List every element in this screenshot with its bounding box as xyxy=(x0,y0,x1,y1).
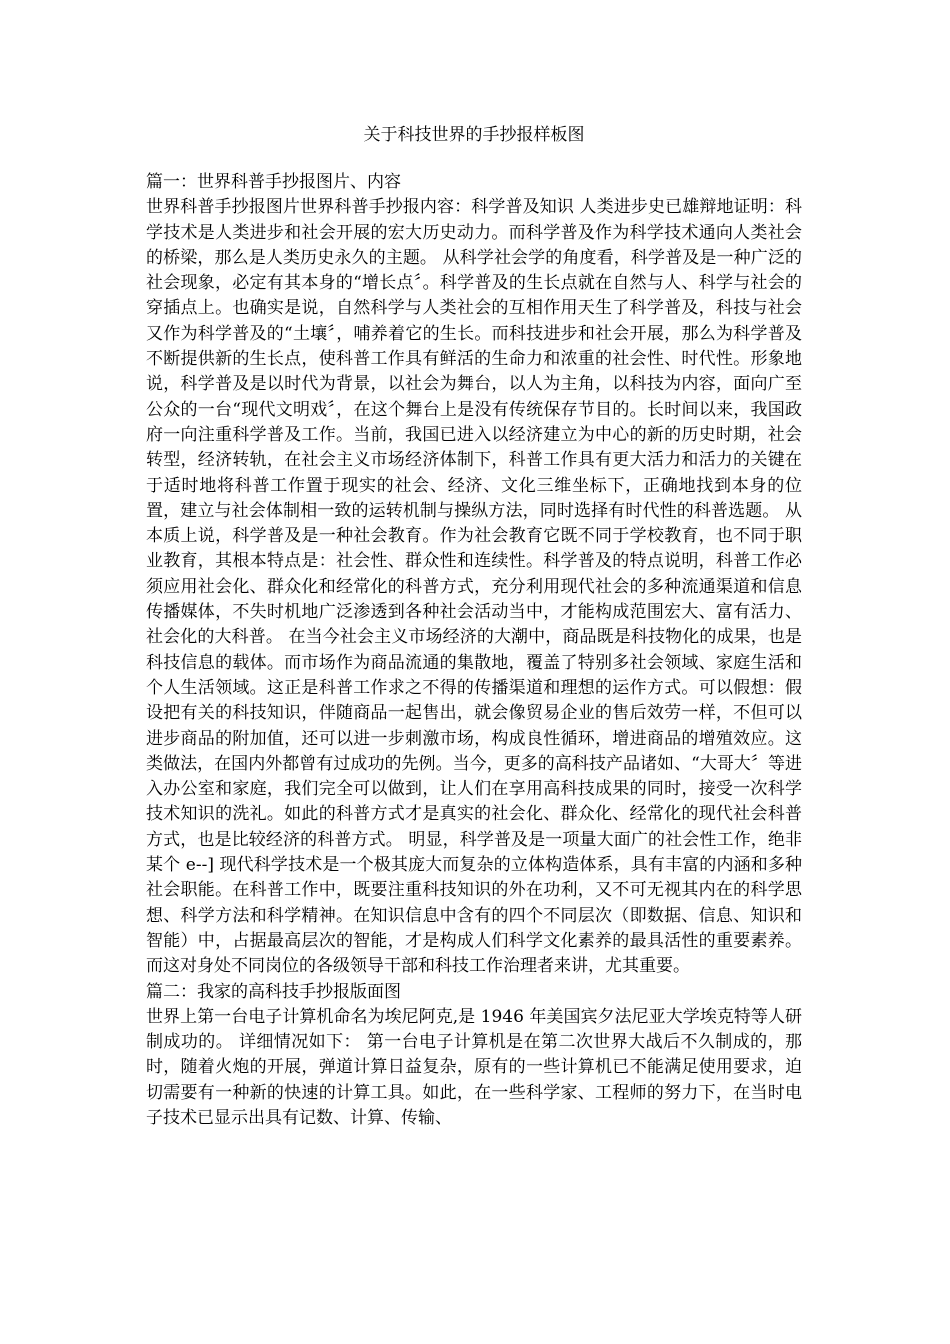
document-title: 关于科技世界的手抄报样板图 xyxy=(363,125,585,145)
section-1-heading: 篇一：世界科普手抄报图片、内容 xyxy=(146,172,401,192)
section-2-heading: 篇二：我家的高科技手抄报版面图 xyxy=(146,981,401,1002)
section-2-body: 世界上第一台电子计算机命名为埃尼阿克,是 1946 年美国宾夕法尼亚大学埃克特等人研制成功的。 详细情况如下： 第一台电子计算机是在第二次世界大战后不久制成的，那时，随着火炮的开展，弹道计算日益复杂，原有的一些计算机已不能满足使用要求，迫切需要有一种新的快速的计算工具。如此，在一些科学家、工程师的努力下，在当时电子技术已显示出具有记数、计算、传输、 xyxy=(146,1006,802,1128)
document-page xyxy=(146,122,802,1131)
section-2 xyxy=(146,980,802,1132)
section-1 xyxy=(146,170,802,980)
section-1-body: 世界科普手抄报图片世界科普手抄报内容：科学普及知识 人类进步史已雄辩地证明：科学技术是人类进步和社会开展的宏大历史动力。而科学普及作为科学技术通向人类社会的桥梁，那么是人类历史永久的主题。 从科学社会学的角度看，科学普及是一种广泛的社会现象，必定有其本身的“增长点〞。科学普及的生长点就在自然与人、科学与社会的穿插点上。也确实是说，自然科学与人类社会的互相作用天生了科学普及，科技与社会又作为科学普及的“土壤〞，哺养着它的生长。而科技进步和社会开展，那么为科学普及不断提供新的生长点，使科普工作具有鲜活的生命力和浓重的社会性、时代性。形象地说，科学普及是以时代为背景，以社会为舞台，以人为主角，以科技为内容，面向广至公众的一台“现代文明戏〞，在这个舞台上是没有传统保存节目的。长时间以来，我国政府一向注重科学普及工作。当前，我国已进入以经济建立为中心的新的历史时期，社会转型，经济转轨，在社会主义市场经济体制下，科普工作具有更大活力和活力的关键在于适时地将科普工作置于现实的社会、经济、文化三维坐标下，正确地找到本身的位置，建立与社会体制相一致的运转机制与操纵方法，同时选择有时代性的科普选题。 从本质上说，科学普及是一种社会教育。作为社会教育它既不同于学校教育，也不同于职业教育，其根本特点是：社会性、群众性和连续性。科学普及的特点说明，科普工作必须应用社会化、群众化和经常化的科普方式，充分利用现代社会的多种流通渠道和信息传播媒体，不失时机地广泛渗透到各种社会活动当中，才能构成范围宏大、富有活力、社会化的大科普。 在当今社会主义市场经济的大潮中，商品既是科技物化的成果，也是科技信息的载体。而市场作为商品流通的集散地，覆盖了特别多社会领域、家庭生活和个人生活领域。这正是科普工作求之不得的传播渠道和理想的运作方式。可以假想：假设把有关的科技知识，伴随商品一起售出，就会像贸易企业的售后效劳一样，不但可以进步商品的附加值，还可以进一步刺激市场，构成良性循环，增进商品的增殖效应。这类做法，在国内外都曾有过成功的先例。当今，更多的高科技产品诸如、“大哥大〞等进入办公室和家庭，我们完全可以做到，让人们在享用高科技成果的同时，接受一次科学技术知识的洗礼。如此的科普方式才是真实的社会化、群众化、经常化的现代社会科普方式，也是比较经济的科普方式。 明显，科学普及是一项量大面广的社会性工作，绝非某个 e--] 现代科学技术是一个极其庞大而复杂的立体构造体系，具有丰富的内涵和多种社会职能。在科普工作中，既要注重科技知识的外在功利，又不可无视其内在的科学思想、科学方法和科学精神。在知识信息中含有的四个不同层次（即数据、信息、知识和智能）中，占据最高层次的智能，才是构成人们科学文化素养的最具活性的重要素养。而这对身处不同岗位的各级领导干部和科技工作治理者来讲，尤其重要。 xyxy=(146,197,802,977)
